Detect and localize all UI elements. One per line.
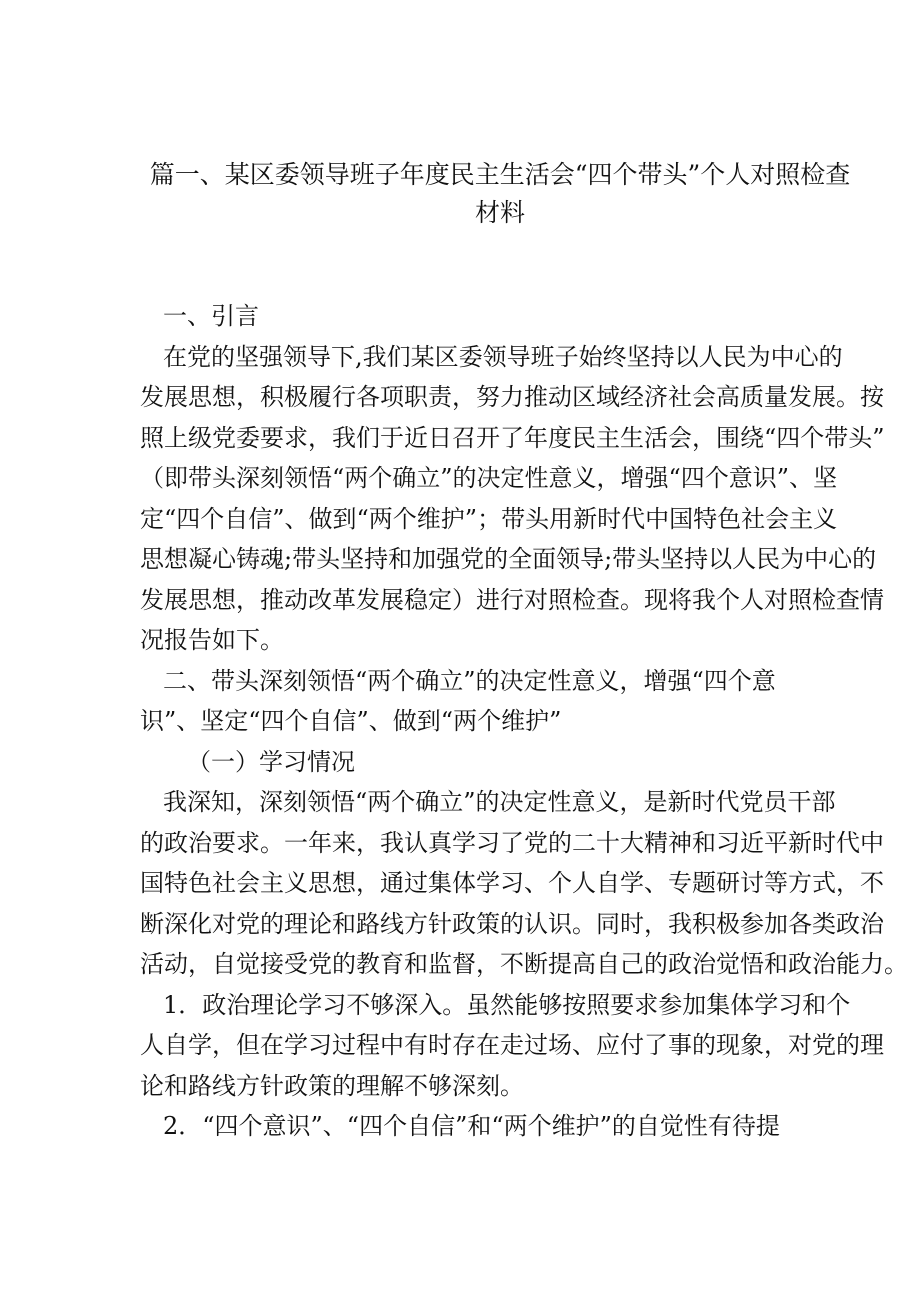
para-intro-line: 发展思想，推动改革发展稳定）进行对照检查。现将我个人对照检查情 (140, 585, 884, 614)
para-study-line: 国特色社会主义思想，通过集体学习、个人自学、专题研讨等方式，不 (140, 869, 884, 897)
para-intro-line: 况报告如下。 (140, 626, 284, 654)
para-intro-line: （即带头深刻领悟“两个确立”的决定性意义，增强“四个意识”、坚 (140, 464, 838, 492)
para-study-line: 我深知，深刻领悟“两个确立”的决定性意义，是新时代党员干部 (163, 788, 836, 816)
subheading-study: （一）学习情况 (187, 747, 355, 776)
para-intro-line: 思想凝心铸魂;带头坚持和加强党的全面领导;带头坚持以人民为中心的 (140, 545, 877, 573)
para-intro-line: 发展思想，积极履行各项职责，努力推动区域经济社会高质量发展。按 (140, 383, 884, 411)
heading-two-line: 识”、坚定“四个自信”、做到“两个维护” (140, 707, 562, 735)
document-body (140, 296, 908, 1147)
heading-intro: 一、引言 (163, 302, 259, 330)
para-study-line: 活动，自觉接受党的教育和监督，不断提高自己的政治觉悟和政治能力。 (140, 950, 908, 978)
item-1-line: 1．政治理论学习不够深入。虽然能够按照要求参加集体学习和个 (163, 990, 851, 1019)
para-study-line: 断深化对党的理论和路线方针政策的认识。同时，我积极参加各类政治 (140, 909, 884, 938)
item-1-line: 人自学，但在学习过程中有时存在走过场、应付了事的现象，对党的理 (140, 1031, 884, 1059)
title-line-1: 篇一、某区委领导班子年度民主生活会“四个带头”个人对照检查 (149, 160, 851, 189)
para-intro-line: 在党的坚强领导下,我们某区委领导班子始终坚持以人民为中心的 (163, 342, 843, 371)
document-title (140, 156, 860, 232)
heading-two-line: 二、带头深刻领悟“两个确立”的决定性意义，增强“四个意 (163, 666, 776, 695)
para-intro-line: 定“四个自信”、做到“两个维护”；带头用新时代中国特色社会主义 (140, 504, 838, 533)
para-study-line: 的政治要求。一年来，我认真学习了党的二十大精神和习近平新时代中 (140, 828, 884, 857)
para-intro-line: 照上级党委要求，我们于近日召开了年度民主生活会，围绕“四个带头” (140, 423, 885, 452)
item-2-line: 2．“四个意识”、“四个自信”和“两个维护”的自觉性有待提 (163, 1112, 780, 1140)
item-1-line: 论和路线方针政策的理解不够深刻。 (140, 1071, 524, 1100)
title-line-2: 材料 (474, 198, 525, 227)
